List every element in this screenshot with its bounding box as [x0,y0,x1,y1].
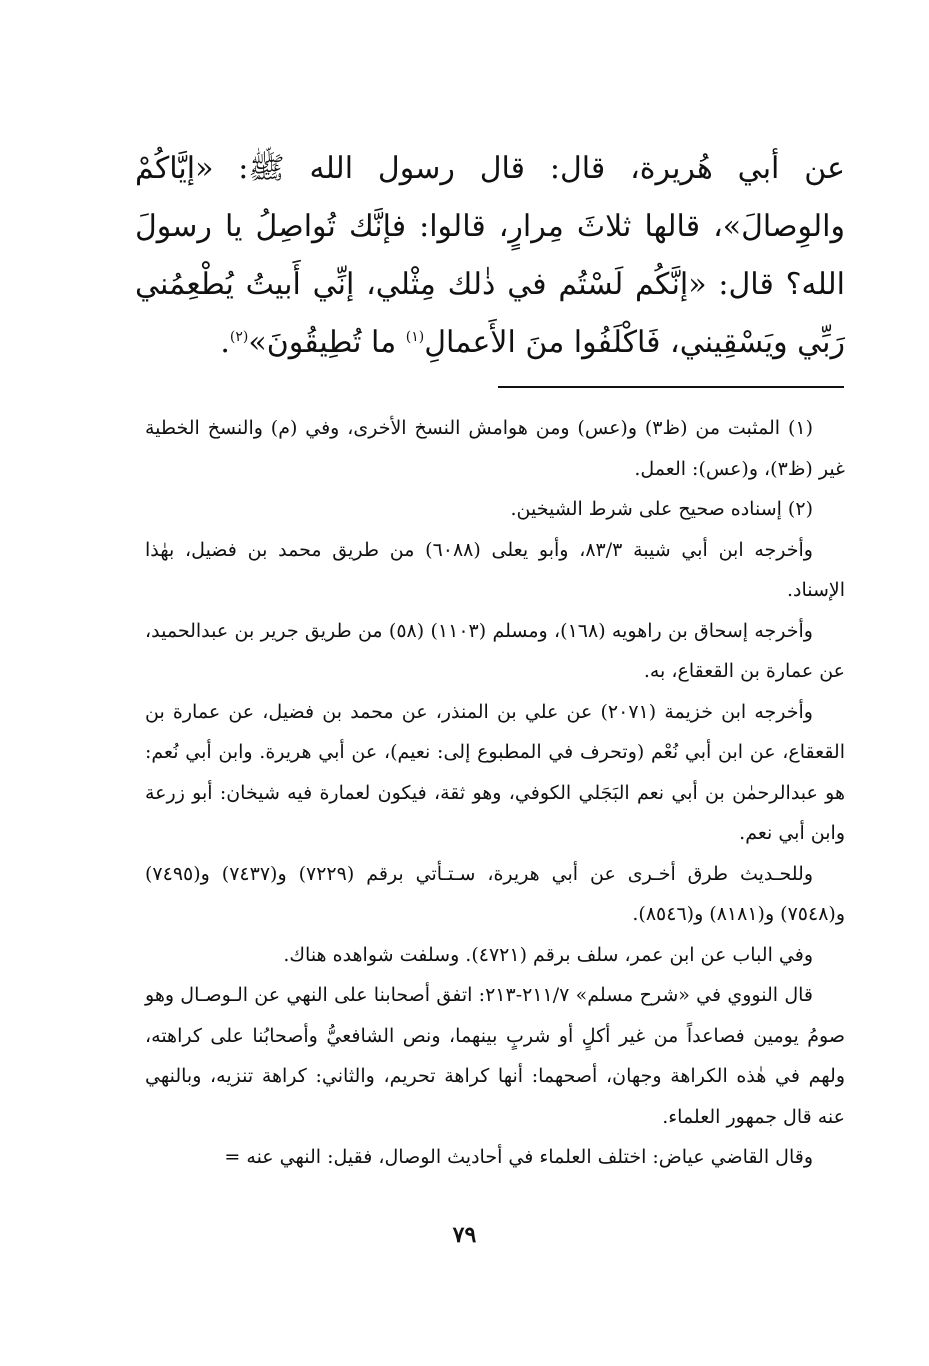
footnote-paragraph: وأخرجه ابن خزيمة (٢٠٧١) عن علي بن المنذر، عن محمد بن فضيل، عن عمارة بن القعقاع، عن ابن أبي نُعْم (وتحرف في المطبوع إلى: نعيم)، عن أبي هريرة. وابن أبي نُعم: هو عبدالرحمٰن بن أبي نعم البَجَلي الكوفي، وهو ثقة، فيكون لعمارة فيه شيخان: أبو زرعة وابن أبي نعم. [145,700,845,844]
footnotes-section [145,408,845,1178]
footnote-2: (٢) إسناده صحيح على شرط الشيخين. [510,498,813,520]
footnote-1: (١) المثبت من (ظ٣) و(عس) ومن هوامش النسخ الأخرى، وفي (م) والنسخ الخطية غير (ظ٣)، و(عس): العمل. [145,417,845,480]
footnote-marker-2[interactable]: (٢) [229,329,249,345]
footnote-paragraph: وأخرجه ابن أبي شيبة ٨٣/٣، وأبو يعلى (٦٠٨٨) من طريق محمد بن فضيل، بهٰذا الإسناد. [145,538,845,601]
footnote-paragraph: وللحـديث طرق أخـرى عن أبي هريرة، سـتـأتي برقم (٧٢٢٩) و(٧٤٣٧) و(٧٤٩٥) و(٧٥٤٨) و(٨١٨١) و(٨٥٤٦). [145,862,845,925]
page-number: ٧٩ [452,1222,477,1248]
footnote-paragraph: وفي الباب عن ابن عمر، سلف برقم (٤٧٢١). وسلفت شواهده هناك. [283,943,813,966]
footnote-paragraph: وأخرجه إسحاق بن راهويه (١٦٨)، ومسلم (١١٠٣) (٥٨) من طريق جرير بن عبدالحميد، عن عمارة بن القعقاع، به. [145,619,845,682]
hadith-text [135,140,845,372]
hadith-end: . [220,325,230,360]
footnote-paragraph: قال النووي في «شرح مسلم» ٢١١/٧-٢١٣: اتفق أصحابنا على النهي عن الـوصـال وهو صومُ يومين فصاعداً من غير أكلٍ أو شربٍ بينهما، ونص الشافعيُّ وأصحابُنا على كراهته، ولهم في هٰذه الكراهة وجهان، أصحهما: أنها كراهة تحريم، والثاني: كراهة تنزيه، وبالنهي عنه قال جمهور العلماء. [145,984,845,1128]
footnote-marker-1[interactable]: (١) [405,329,425,345]
hadith-paragraph [135,140,845,372]
footnote-paragraph: وقال القاضي عياض: اختلف العلماء في أحاديث الوصال، فقيل: النهي عنه = [224,1146,813,1168]
footnote-separator [498,386,844,388]
hadith-part-1: عن أبي هُريرة، قال: قال رسول الله ﷺ: «إيَّاكُمْ والوِصالَ»، قالها ثلاثَ مِرارٍ، قالوا: فإنَّك تُواصِلُ يا رسولَ الله؟ قال: «إنَّكُم لَسْتُم في ذٰلك مِثْلي، إنِّي أَبيتُ يُطْعِمُني رَبِّي ويَسْقِيني، فَاكْلَفُوا منَ الأَعمالِ [135,151,845,360]
hadith-part-2: ما تُطِيقُونَ» [248,325,406,360]
